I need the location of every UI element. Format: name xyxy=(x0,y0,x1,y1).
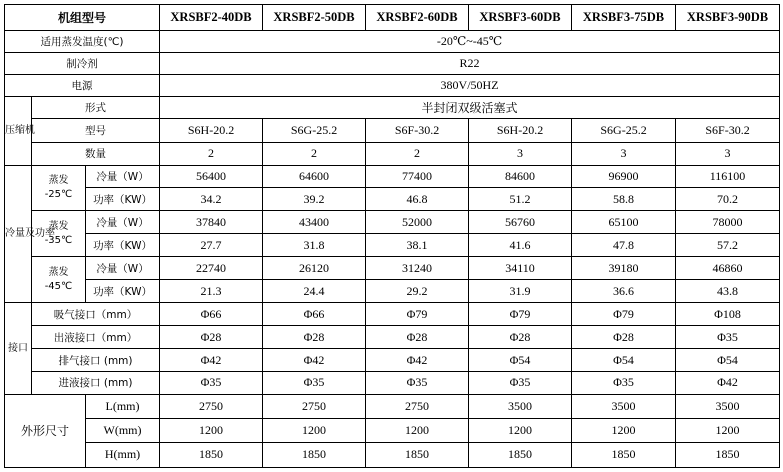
power-label: 功率（KW） xyxy=(86,280,160,303)
evap-label: 蒸发 xyxy=(48,174,69,186)
compressor-model: S6H-20.2 xyxy=(469,118,572,142)
power-value: 34.2 xyxy=(160,188,263,211)
cooling-value: 116100 xyxy=(676,165,780,188)
table-row xyxy=(5,303,780,326)
table-row xyxy=(5,349,780,372)
power-value: 27.7 xyxy=(160,234,263,257)
spec-table xyxy=(4,4,780,468)
power-value: 46.8 xyxy=(366,188,469,211)
compressor-model: S6F-30.2 xyxy=(676,118,780,142)
port-value: Φ28 xyxy=(263,326,366,349)
refrigerant-value: R22 xyxy=(160,52,780,74)
model-header: XRSBF3-90DB xyxy=(676,5,780,31)
port-value: Φ42 xyxy=(366,349,469,372)
table-row xyxy=(5,211,780,234)
port-value: Φ35 xyxy=(160,371,263,394)
cooling-value: 39180 xyxy=(572,257,676,280)
power-label: 功率（KW） xyxy=(86,234,160,257)
compressor-form-value: 半封闭双级活塞式 xyxy=(160,96,780,118)
port-value: Φ28 xyxy=(366,326,469,349)
model-header: XRSBF2-60DB xyxy=(366,5,469,31)
dimension-value: 1850 xyxy=(160,442,263,467)
port-label: 吸气接口（mm） xyxy=(32,303,160,326)
evap-temp-cell xyxy=(32,257,86,303)
table-row xyxy=(5,326,780,349)
compressor-qty-label: 数量 xyxy=(32,142,160,165)
evap-temp-value: -20℃~-45℃ xyxy=(160,31,780,53)
port-value: Φ28 xyxy=(160,326,263,349)
table-row xyxy=(5,371,780,394)
port-value: Φ66 xyxy=(263,303,366,326)
dimension-value: 1850 xyxy=(469,442,572,467)
compressor-qty: 2 xyxy=(263,142,366,165)
dimension-label: W(mm) xyxy=(86,418,160,442)
power-value: 70.2 xyxy=(676,188,780,211)
cooling-label: 冷量（W） xyxy=(86,165,160,188)
cooling-label: 冷量（W） xyxy=(86,257,160,280)
compressor-qty: 2 xyxy=(366,142,469,165)
table-row xyxy=(5,442,780,467)
model-header: XRSBF2-40DB xyxy=(160,5,263,31)
table-row xyxy=(5,96,780,118)
port-value: Φ42 xyxy=(263,349,366,372)
cooling-value: 46860 xyxy=(676,257,780,280)
port-value: Φ42 xyxy=(676,371,780,394)
table-row xyxy=(5,74,780,96)
port-value: Φ79 xyxy=(366,303,469,326)
power-value: 43.8 xyxy=(676,280,780,303)
port-value: Φ54 xyxy=(676,349,780,372)
port-label: 排气接口 (mm) xyxy=(32,349,160,372)
power-value: 31.9 xyxy=(469,280,572,303)
compressor-qty: 3 xyxy=(469,142,572,165)
cooling-value: 56760 xyxy=(469,211,572,234)
compressor-model: S6F-30.2 xyxy=(366,118,469,142)
power-value: 36.6 xyxy=(572,280,676,303)
port-label: 出液接口（mm） xyxy=(32,326,160,349)
port-value: Φ28 xyxy=(469,326,572,349)
port-value: Φ66 xyxy=(160,303,263,326)
compressor-model-label: 型号 xyxy=(32,118,160,142)
evap-temp-cell xyxy=(32,165,86,211)
power-supply-label: 电源 xyxy=(5,74,160,96)
refrigerant-label: 制冷剂 xyxy=(5,52,160,74)
table-row xyxy=(5,394,780,418)
power-value: 41.6 xyxy=(469,234,572,257)
dimension-value: 1850 xyxy=(366,442,469,467)
evap-label: 蒸发 xyxy=(48,266,69,278)
table-row xyxy=(5,418,780,442)
cooling-value: 56400 xyxy=(160,165,263,188)
dimension-value: 1200 xyxy=(676,418,780,442)
cooling-value: 22740 xyxy=(160,257,263,280)
dimension-value: 2750 xyxy=(160,394,263,418)
dimension-value: 3500 xyxy=(572,394,676,418)
compressor-qty: 2 xyxy=(160,142,263,165)
power-value: 47.8 xyxy=(572,234,676,257)
cooling-label: 冷量（W） xyxy=(86,211,160,234)
port-value: Φ42 xyxy=(160,349,263,372)
header-row xyxy=(5,5,780,31)
dimension-label: L(mm) xyxy=(86,394,160,418)
dimension-value: 2750 xyxy=(263,394,366,418)
port-value: Φ79 xyxy=(469,303,572,326)
evap-label: 蒸发 xyxy=(48,220,69,232)
power-value: 29.2 xyxy=(366,280,469,303)
dimension-value: 1200 xyxy=(572,418,676,442)
power-value: 21.3 xyxy=(160,280,263,303)
model-header: XRSBF3-60DB xyxy=(469,5,572,31)
dimension-value: 2750 xyxy=(366,394,469,418)
performance-group-label: 冷量及功率 xyxy=(5,165,32,303)
compressor-group-label: 压缩机 xyxy=(5,96,32,165)
evap-temp-label: 适用蒸发温度(℃) xyxy=(5,31,160,53)
table-row xyxy=(5,31,780,53)
dimension-value: 1200 xyxy=(366,418,469,442)
cooling-value: 34110 xyxy=(469,257,572,280)
dimension-value: 1200 xyxy=(160,418,263,442)
cooling-value: 37840 xyxy=(160,211,263,234)
dimension-value: 1200 xyxy=(263,418,366,442)
model-header: XRSBF3-75DB xyxy=(572,5,676,31)
power-value: 51.2 xyxy=(469,188,572,211)
port-value: Φ35 xyxy=(469,371,572,394)
compressor-form-label: 形式 xyxy=(32,96,160,118)
dimensions-group-label: 外形尺寸 xyxy=(5,394,86,467)
cooling-value: 84600 xyxy=(469,165,572,188)
port-value: Φ35 xyxy=(263,371,366,394)
model-group-label: 机组型号 xyxy=(5,5,160,31)
port-value: Φ35 xyxy=(572,371,676,394)
cooling-value: 31240 xyxy=(366,257,469,280)
dimension-value: 1850 xyxy=(263,442,366,467)
dimension-label: H(mm) xyxy=(86,442,160,467)
power-label: 功率（KW） xyxy=(86,188,160,211)
table-row xyxy=(5,188,780,211)
dimension-value: 1200 xyxy=(469,418,572,442)
port-value: Φ28 xyxy=(572,326,676,349)
ports-group-label: 接口 xyxy=(5,303,32,395)
model-header: XRSBF2-50DB xyxy=(263,5,366,31)
compressor-model: S6G-25.2 xyxy=(572,118,676,142)
evap-temp: -25℃ xyxy=(44,188,73,200)
port-value: Φ79 xyxy=(572,303,676,326)
cooling-value: 64600 xyxy=(263,165,366,188)
dimension-value: 3500 xyxy=(469,394,572,418)
table-row xyxy=(5,165,780,188)
port-value: Φ35 xyxy=(366,371,469,394)
port-label: 进液接口 (mm) xyxy=(32,371,160,394)
compressor-qty: 3 xyxy=(676,142,780,165)
port-value: Φ54 xyxy=(469,349,572,372)
power-value: 57.2 xyxy=(676,234,780,257)
cooling-value: 77400 xyxy=(366,165,469,188)
evap-temp: -35℃ xyxy=(44,234,73,246)
table-row xyxy=(5,234,780,257)
table-row xyxy=(5,280,780,303)
compressor-model: S6H-20.2 xyxy=(160,118,263,142)
evap-temp: -45℃ xyxy=(44,280,73,292)
port-value: Φ108 xyxy=(676,303,780,326)
cooling-value: 65100 xyxy=(572,211,676,234)
power-value: 31.8 xyxy=(263,234,366,257)
power-value: 24.4 xyxy=(263,280,366,303)
compressor-qty: 3 xyxy=(572,142,676,165)
table-row xyxy=(5,257,780,280)
cooling-value: 26120 xyxy=(263,257,366,280)
table-row xyxy=(5,142,780,165)
power-value: 38.1 xyxy=(366,234,469,257)
power-supply-value: 380V/50HZ xyxy=(160,74,780,96)
dimension-value: 3500 xyxy=(676,394,780,418)
port-value: Φ54 xyxy=(572,349,676,372)
dimension-value: 1850 xyxy=(572,442,676,467)
power-value: 39.2 xyxy=(263,188,366,211)
cooling-value: 43400 xyxy=(263,211,366,234)
power-value: 58.8 xyxy=(572,188,676,211)
cooling-value: 78000 xyxy=(676,211,780,234)
table-row xyxy=(5,118,780,142)
cooling-value: 52000 xyxy=(366,211,469,234)
dimension-value: 1850 xyxy=(676,442,780,467)
table-row xyxy=(5,52,780,74)
port-value: Φ35 xyxy=(676,326,780,349)
compressor-model: S6G-25.2 xyxy=(263,118,366,142)
cooling-value: 96900 xyxy=(572,165,676,188)
